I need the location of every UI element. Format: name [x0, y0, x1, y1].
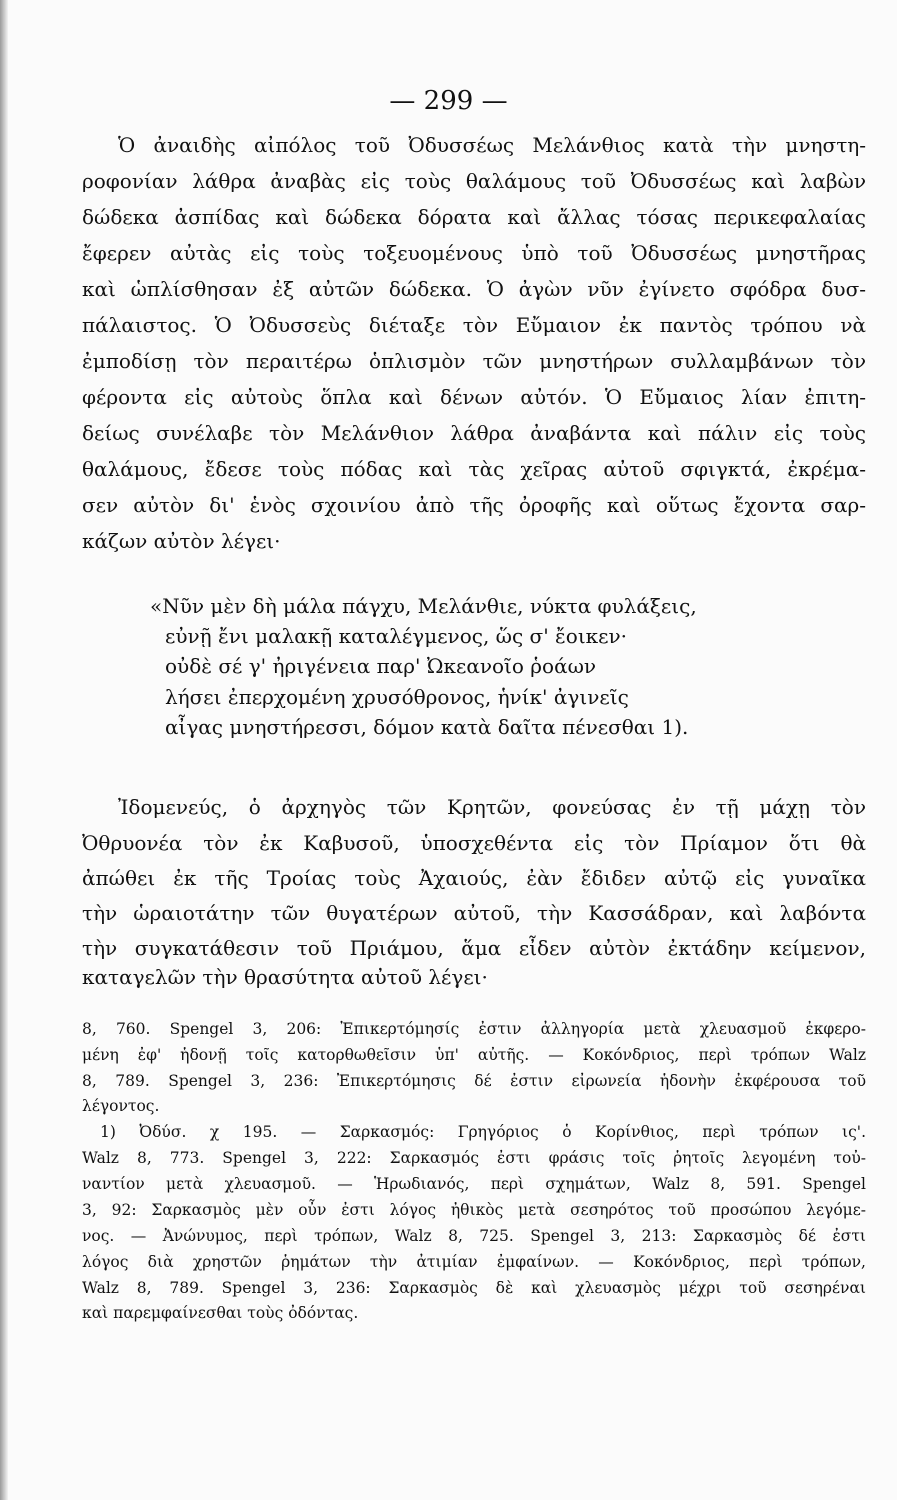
text-line: σεν αὐτὸν δι' ἑνὸς σχοινίου ἀπὸ τῆς ὀροφῆς καὶ οὕτως ἔχοντα σαρ-: [82, 493, 866, 517]
text-line: τὴν συγκατάθεσιν τοῦ Πριάμου, ἅμα εἶδεν αὐτὸν ἐκτάδην κείμενον,: [82, 936, 866, 960]
text-line: θαλάμους, ἔδεσε τοὺς πόδας καὶ τὰς χεῖρας αὐτοῦ σφιγκτά, ἐκρέμα-: [82, 457, 866, 481]
poem-line: αἶγας μνηστήρεσσι, δόμον κατὰ δαῖτα πένεσθαι 1).: [165, 715, 689, 739]
text-line: Ὀθρυονέα τὸν ἐκ Καβυσοῦ, ὑποσχεθέντα εἰς τὸν Πρίαμον ὅτι θὰ: [82, 831, 866, 855]
text-line: Ὁ ἀναιδὴς αἰπόλος τοῦ Ὀδυσσέως Μελάνθιος κατὰ τὴν μνηστη-: [118, 133, 866, 157]
footnote-line: Walz 8, 773. Spengel 3, 222: Σαρκασμός ἐστι φράσις τοῖς ῥητοῖς λεγομένη τοὐ-: [82, 1149, 866, 1167]
text-line: ροφονίαν λάθρα ἀναβὰς εἰς τοὺς θαλάμους τοῦ Ὀδυσσέως καὶ λαβὼν: [82, 169, 866, 193]
text-line: ἐμποδίσῃ τὸν περαιτέρω ὁπλισμὸν τῶν μνηστήρων συλλαμβάνων τὸν: [82, 349, 866, 373]
footnote-line: 3, 92: Σαρκασμὸς μὲν οὖν ἐστι λόγος ἠθικὸς μετὰ σεσηρότος τοῦ προσώπου λεγόμε-: [82, 1201, 866, 1219]
footnote-line: ναντίον μετὰ χλευασμοῦ. — Ἡρωδιανός, περὶ σχημάτων, Walz 8, 591. Spengel: [82, 1175, 866, 1193]
text-line: ἀπώθει ἐκ τῆς Τροίας τοὺς Ἀχαιούς, ἐὰν ἔδιδεν αὐτῷ εἰς γυναῖκα: [82, 866, 866, 890]
footnote-line: 1) Ὀδύσ. χ 195. — Σαρκασμός: Γρηγόριος ὁ Κορίνθιος, περὶ τρόπων ις'.: [100, 1123, 866, 1141]
text-line: δώδεκα ἀσπίδας καὶ δώδεκα δόρατα καὶ ἄλλας τόσας περικεφαλαίας: [82, 205, 866, 229]
poem-line: λήσει ἐπερχομένη χρυσόθρονος, ἡνίκ' ἀγινεῖς: [165, 685, 629, 709]
footnote-line: λόγος διὰ χρηστῶν ῥημάτων τὴν ἀτιμίαν ἐμφαίνων. — Κοκόνδριος, περὶ τρόπων,: [82, 1253, 866, 1271]
text-line: πάλαιστος. Ὁ Ὀδυσσεὺς διέταξε τὸν Εὔμαιον ἐκ παντὸς τρόπου νὰ: [82, 313, 866, 337]
scan-edge-shadow: [0, 0, 8, 1500]
text-line: τὴν ὡραιοτάτην τῶν θυγατέρων αὐτοῦ, τὴν Κασσάδραν, καὶ λαβόντα: [82, 901, 866, 925]
page-number: — 299 —: [389, 86, 508, 116]
text-line: ἔφερεν αὐτὰς εἰς τοὺς τοξευομένους ὑπὸ τοῦ Ὀδυσσέως μνηστῆρας: [82, 241, 866, 265]
footnote-line: μένη ἐφ' ἡδονῇ τοῖς κατορθωθεῖσιν ὑπ' αὐτῆς. — Κοκόνδριος, περὶ τρόπων Walz: [82, 1046, 866, 1064]
footnote-line: νος. — Ἀνώνυμος, περὶ τρόπων, Walz 8, 725. Spengel 3, 213: Σαρκασμὸς δέ ἐστι: [82, 1227, 866, 1245]
text-line: καταγελῶν τὴν θρασύτητα αὐτοῦ λέγει·: [82, 965, 488, 989]
text-line: δείως συνέλαβε τὸν Μελάνθιον λάθρα ἀναβάντα καὶ πάλιν εἰς τοὺς: [82, 421, 866, 445]
footnote-line: λέγοντος.: [82, 1097, 160, 1115]
text-line: Ἰδομενεύς, ὁ ἀρχηγὸς τῶν Κρητῶν, φονεύσας ἐν τῇ μάχῃ τὸν: [118, 795, 866, 819]
poem-line: «Νῦν μὲν δὴ μάλα πάγχυ, Μελάνθιε, νύκτα φυλάξεις,: [150, 594, 697, 618]
text-line: φέροντα εἰς αὐτοὺς ὅπλα καὶ δένων αὐτόν. Ὁ Εὔμαιος λίαν ἐπιτη-: [82, 385, 866, 409]
text-line: κάζων αὐτὸν λέγει·: [82, 529, 281, 553]
footnote-line: 8, 760. Spengel 3, 206: Ἐπικερτόμησίς ἐστιν ἀλληγορία μετὰ χλευασμοῦ ἐκφερο-: [82, 1020, 866, 1038]
text-line: καὶ ὡπλίσθησαν ἐξ αὐτῶν δώδεκα. Ὁ ἀγὼν νῦν ἐγίνετο σφόδρα δυσ-: [82, 277, 866, 301]
footnote-line: Walz 8, 789. Spengel 3, 236: Σαρκασμὸς δὲ καὶ χλευασμὸς μέχρι τοῦ σεσηρέναι: [82, 1279, 866, 1297]
poem-line: οὐδὲ σέ γ' ἠριγένεια παρ' Ὠκεανοῖο ῥοάων: [165, 654, 597, 678]
footnote-line: 8, 789. Spengel 3, 236: Ἐπικερτόμησις δέ ἐστιν εἰρωνεία ἡδονὴν ἐκφέρουσα τοῦ: [82, 1072, 866, 1090]
poem-line: εὐνῇ ἔνι μαλακῇ καταλέγμενος, ὥς σ' ἔοικεν·: [165, 624, 628, 648]
footnote-line: καὶ παρεμφαίνεσθαι τοὺς ὀδόντας.: [82, 1304, 359, 1322]
